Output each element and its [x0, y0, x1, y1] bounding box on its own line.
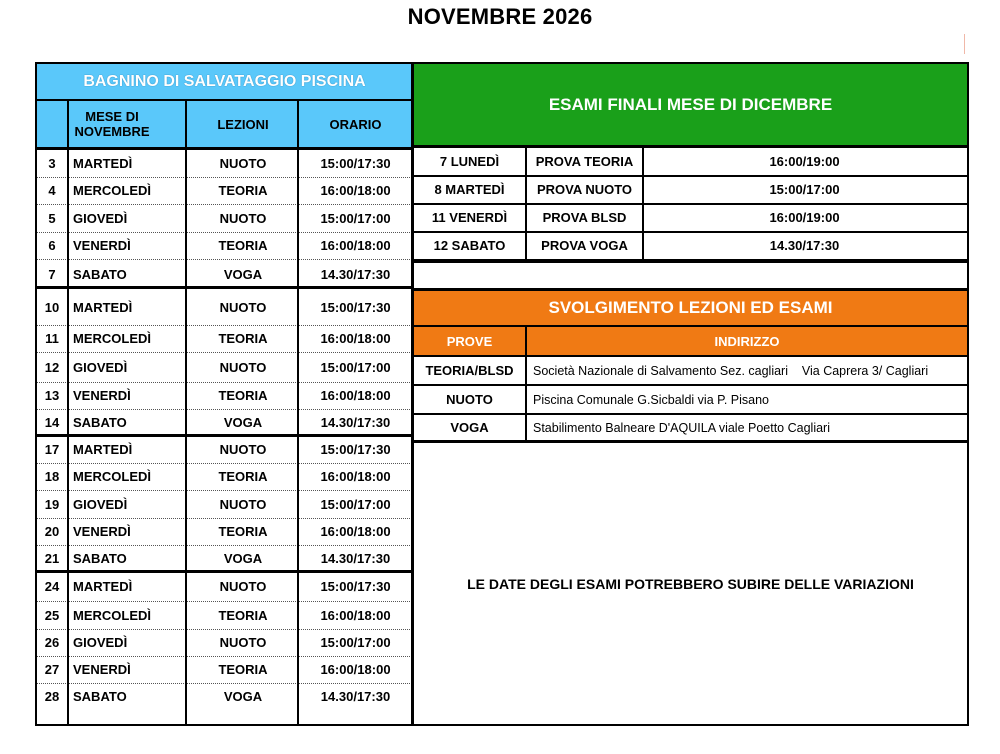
exam-time: 15:00/17:00: [769, 182, 840, 197]
lesson-type: VOGA: [223, 266, 263, 282]
day-number: 27: [44, 662, 60, 677]
day-number: 19: [44, 496, 60, 512]
exam-time: 14.30/17:30: [769, 238, 840, 253]
day-number: 4: [48, 183, 56, 198]
group-divider: [37, 434, 412, 437]
exam-date: 12 SABATO: [433, 238, 506, 253]
day-name: VENERDÌ: [73, 524, 131, 539]
group-divider: [37, 570, 412, 573]
column-divider: [185, 101, 187, 724]
lesson-type: NUOTO: [219, 299, 267, 315]
location-address: Stabilimento Balneare D'AQUILA viale Poetto Cagliari: [533, 420, 830, 435]
lesson-type: NUOTO: [219, 579, 267, 594]
left-header: BAGNINO DI SALVATAGGIO PISCINA: [37, 64, 412, 99]
day-number: 12: [44, 359, 60, 375]
lesson-type: TEORIA: [218, 331, 268, 346]
lesson-type: NUOTO: [219, 496, 267, 512]
lesson-time: 14.30/17:30: [320, 689, 391, 704]
day-number: 11: [45, 331, 59, 346]
lesson-time: 16:00/18:00: [320, 331, 391, 346]
lesson-time: 15:00/17:30: [320, 156, 391, 171]
col-header-time: ORARIO: [299, 101, 412, 147]
day-name: GIOVEDÌ: [73, 496, 128, 512]
lesson-time: 16:00/18:00: [320, 607, 391, 623]
day-name: VENERDÌ: [73, 388, 131, 403]
lesson-time: 16:00/18:00: [320, 183, 391, 198]
page-title: NOVEMBRE 2026: [407, 4, 593, 29]
exam-column-divider: [642, 148, 644, 260]
exam-date: 8 MARTEDÌ: [434, 182, 505, 197]
edge-mark: [964, 34, 965, 54]
location-test: TEORIA/BLSD: [425, 363, 514, 378]
day-number: 25: [44, 607, 60, 623]
locations-header: SVOLGIMENTO LEZIONI ED ESAMI: [414, 291, 967, 325]
day-name: VENERDÌ: [73, 238, 131, 253]
day-name: SABATO: [73, 551, 127, 566]
day-name: GIOVEDÌ: [73, 210, 128, 226]
day-number: 5: [48, 210, 56, 226]
locations-bottom: [414, 440, 967, 443]
lesson-type: NUOTO: [219, 635, 267, 650]
day-number: 17: [44, 442, 60, 457]
exam-dates-note: LE DATE DEGLI ESAMI POTREBBERO SUBIRE DELLE VARIAZIONI: [467, 576, 914, 592]
lesson-type: TEORIA: [218, 662, 268, 677]
column-divider: [297, 101, 299, 724]
day-number: 20: [44, 524, 60, 539]
header-divider: [37, 99, 412, 101]
location-address: Piscina Comunale G.Sicbaldi via P. Pisano: [533, 392, 770, 407]
location-test: NUOTO: [446, 392, 493, 407]
exams-bottom: [414, 260, 967, 263]
lesson-time: 16:00/18:00: [320, 238, 391, 253]
day-name: MERCOLEDÌ: [73, 183, 151, 198]
day-number: 26: [44, 635, 60, 650]
exam-test: PROVA BLSD: [542, 210, 627, 225]
day-number: 18: [44, 469, 60, 484]
lesson-time: 15:00/17:30: [320, 299, 391, 315]
day-name: MARTEDÌ: [73, 442, 133, 457]
lesson-time: 15:00/17:00: [320, 635, 391, 650]
location-test: VOGA: [450, 420, 489, 435]
lesson-time: 15:00/17:00: [320, 210, 391, 226]
lesson-time: 16:00/18:00: [320, 469, 391, 484]
day-name: GIOVEDÌ: [73, 359, 128, 375]
col-header-tests: PROVE: [414, 327, 525, 355]
lesson-time: 14.30/17:30: [320, 415, 391, 430]
lesson-time: 15:00/17:00: [320, 359, 391, 375]
day-name: MERCOLEDÌ: [73, 331, 151, 346]
day-name: GIOVEDÌ: [73, 635, 128, 650]
location-address: Società Nazionale di Salvamento Sez. cagliari Via Caprera 3/ Cagliari: [533, 363, 929, 378]
location-column-divider: [525, 327, 527, 441]
group-divider: [37, 286, 412, 289]
exams-header: ESAMI FINALI MESE DI DICEMBRE: [414, 64, 967, 145]
lesson-time: 16:00/18:00: [320, 662, 391, 677]
lesson-type: TEORIA: [218, 469, 268, 484]
lesson-type: TEORIA: [218, 388, 268, 403]
group-divider: [37, 147, 412, 150]
lesson-type: VOGA: [223, 551, 263, 566]
lesson-type: NUOTO: [219, 156, 267, 171]
day-name: MERCOLEDÌ: [73, 607, 151, 623]
col-header-month: MESE DI NOVEMBRE: [37, 101, 187, 147]
day-number: 3: [48, 156, 56, 171]
day-number: 13: [44, 388, 60, 403]
lesson-time: 14.30/17:30: [320, 266, 391, 282]
day-name: SABATO: [73, 415, 127, 430]
day-name: VENERDÌ: [73, 662, 131, 677]
lesson-time: 15:00/17:00: [320, 496, 391, 512]
day-number: 14: [44, 415, 60, 430]
day-number: 24: [44, 579, 60, 594]
lesson-type: VOGA: [223, 689, 263, 704]
day-number: 6: [48, 238, 56, 253]
exam-time: 16:00/19:00: [769, 210, 840, 225]
day-name: SABATO: [73, 266, 127, 282]
lesson-time: 16:00/18:00: [320, 524, 391, 539]
day-name: SABATO: [73, 689, 127, 704]
day-number: 21: [44, 551, 60, 566]
lesson-time: 15:00/17:30: [320, 442, 391, 457]
lesson-time: 15:00/17:30: [320, 579, 391, 594]
exam-time: 16:00/19:00: [769, 154, 840, 169]
lesson-type: NUOTO: [219, 359, 267, 375]
schedule-table: [35, 62, 969, 726]
day-name: MERCOLEDÌ: [73, 469, 151, 484]
lesson-type: VOGA: [223, 415, 263, 430]
exam-test: PROVA VOGA: [541, 238, 628, 253]
exam-test: PROVA NUOTO: [536, 182, 633, 197]
exam-test: PROVA TEORIA: [535, 154, 634, 169]
day-name: MARTEDÌ: [73, 579, 133, 594]
lesson-type: TEORIA: [218, 183, 268, 198]
lesson-time: 14.30/17:30: [320, 551, 391, 566]
lesson-time: 16:00/18:00: [320, 388, 391, 403]
day-number: 7: [48, 266, 56, 282]
day-name: MARTEDÌ: [73, 156, 133, 171]
day-number: 10: [44, 299, 60, 315]
column-divider: [67, 101, 69, 724]
lesson-type: TEORIA: [218, 524, 268, 539]
exam-date: 7 LUNEDÌ: [439, 154, 500, 169]
col-header-address: INDIRIZZO: [527, 327, 967, 355]
day-name: MARTEDÌ: [73, 299, 133, 315]
lesson-type: TEORIA: [218, 607, 268, 623]
lesson-type: NUOTO: [219, 210, 267, 226]
lesson-type: TEORIA: [218, 238, 268, 253]
day-number: 28: [44, 689, 60, 704]
lesson-type: NUOTO: [219, 442, 267, 457]
exam-column-divider: [525, 148, 527, 260]
exam-date: 11 VENERDÌ: [431, 210, 508, 225]
col-header-lessons: LEZIONI: [187, 101, 299, 147]
